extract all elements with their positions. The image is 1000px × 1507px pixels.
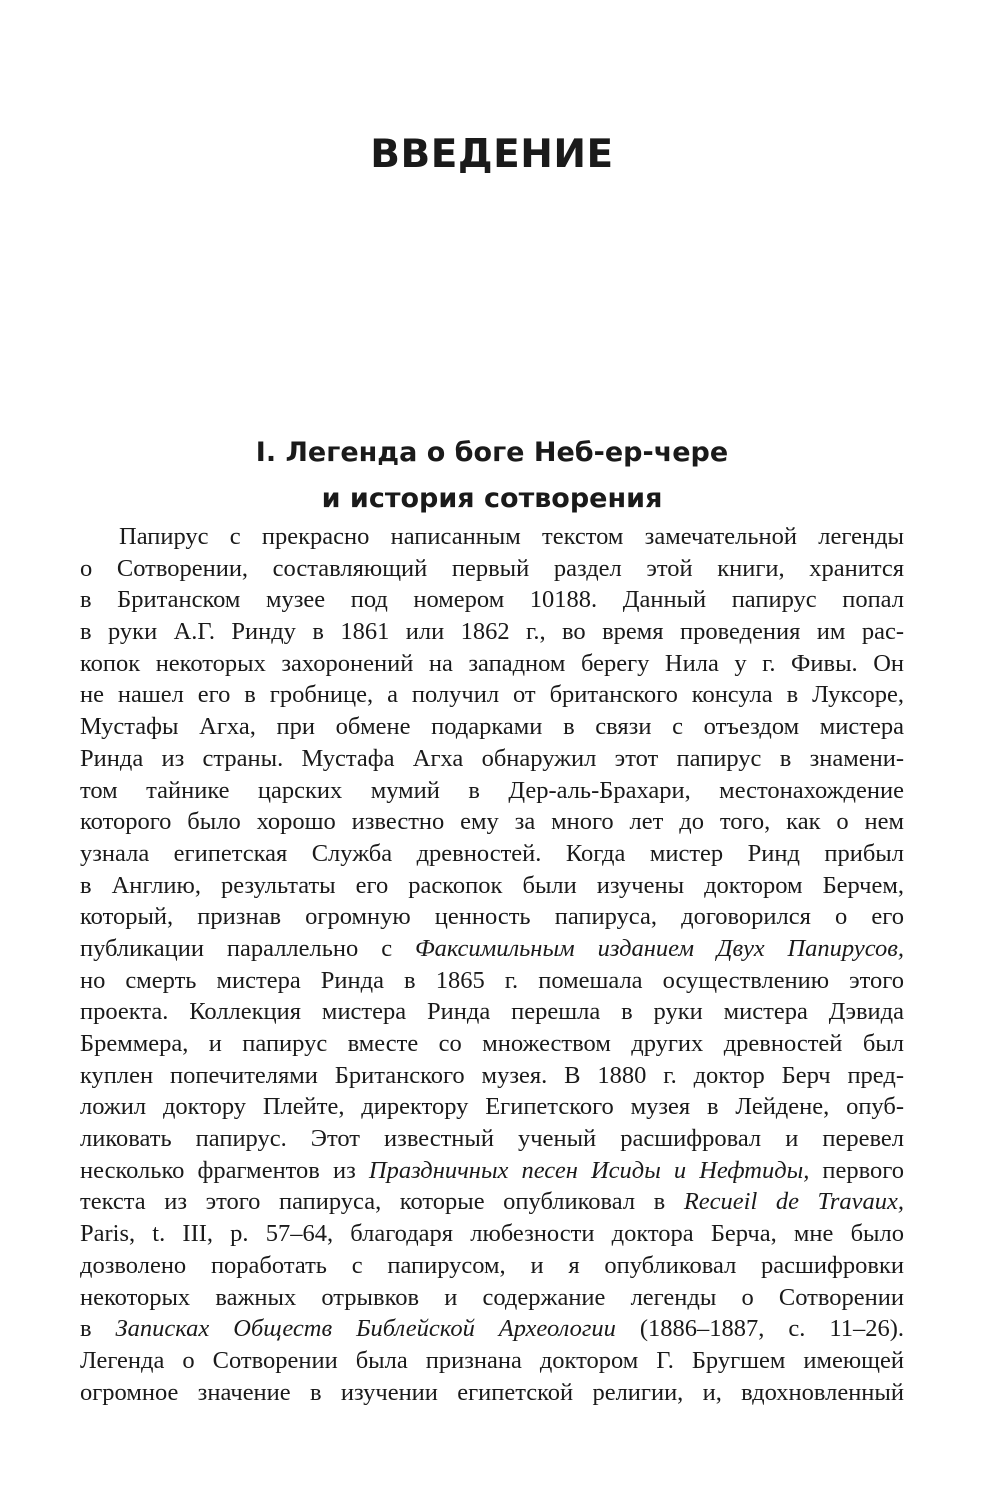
body-line bbox=[80, 933, 904, 965]
section-title-line-2: и история сотворения bbox=[321, 483, 663, 514]
body-line: которого было хорошо известно ему за много лет до того, как о нем bbox=[80, 808, 904, 836]
body-line: копок некоторых захоронений на западном берегу Нила у г. Фивы. Он bbox=[80, 649, 904, 677]
body-line: ликовать папирус. Этот известный ученый расшифровал и перевел bbox=[80, 1125, 904, 1153]
body-line: Папирус с прекрасно написанным текстом замечательной легенды bbox=[119, 523, 904, 550]
body-line-text: текста из этого папируса, которые опубликовал в bbox=[80, 1188, 684, 1216]
body-line: проекта. Коллекция мистера Ринда перешла в руки мистера Дэвида bbox=[80, 998, 904, 1026]
body-line: некоторых важных отрывков и содержание легенды о Сотворении bbox=[80, 1283, 904, 1311]
body-line bbox=[80, 1313, 904, 1345]
body-line: куплен попечителями Британского музея. В 1880 г. доктор Берч пред- bbox=[80, 1061, 904, 1089]
body-line: Мустафы Агха, при обмене подарками в связи с отъездом мистера bbox=[80, 713, 904, 741]
body-line: который, признав огромную ценность папируса, договорился о его bbox=[80, 903, 904, 931]
body-line: узнала египетская Служба древностей. Когда мистер Ринд прибыл bbox=[80, 839, 904, 867]
body-line bbox=[80, 1186, 904, 1218]
body-line-text: (1886–1887, с. 11–26). bbox=[615, 1315, 904, 1343]
body-line-text: публикации параллельно с bbox=[80, 934, 415, 962]
body-line: ложил доктору Плейте, директору Египетского музея в Лейдене, опуб- bbox=[80, 1093, 904, 1121]
body-line: Легенда о Сотворении была признана доктором Г. Бругшем имеющей bbox=[80, 1346, 904, 1374]
section-title-line-1: I. Легенда о боге Неб-ер-чере bbox=[255, 437, 729, 468]
body-line: но смерть мистера Ринда в 1865 г. помешала осуществлению этого bbox=[80, 966, 904, 994]
body-line: о Сотворении, составляющий первый раздел этой книги, хранится bbox=[80, 554, 904, 582]
body-line: дозволено поработать с папирусом, и я опубликовал расшифровки bbox=[80, 1251, 904, 1279]
italic-title: Праздничных песен Исиды и Нефтиды, bbox=[368, 1156, 810, 1184]
italic-title: Recueil de Travaux, bbox=[683, 1188, 904, 1216]
body-line bbox=[80, 1155, 904, 1187]
italic-title: Факсимильным изданием Двух Папирусов, bbox=[414, 934, 904, 962]
chapter-title: ВВЕДЕНИЕ bbox=[370, 132, 614, 177]
body-line-text: первого bbox=[809, 1156, 904, 1184]
body-text bbox=[80, 521, 904, 1408]
body-line: в Англию, результаты его раскопок были изучены доктором Берчем, bbox=[80, 871, 904, 899]
body-line: в Британском музее под номером 10188. Данный папирус попал bbox=[80, 586, 904, 614]
body-line: огромное значение в изучении египетской религии, и, вдохновленный bbox=[80, 1378, 904, 1406]
body-line: Paris, t. III, p. 57–64, благодаря любезности доктора Берча, мне было bbox=[80, 1220, 904, 1248]
body-line: Ринда из страны. Мустафа Агха обнаружил этот папирус в знамени- bbox=[80, 744, 904, 772]
italic-title: Записках Обществ Библейской Археологии bbox=[115, 1315, 616, 1343]
body-line: Бреммера, и папирус вместе со множеством других древностей был bbox=[80, 1030, 904, 1057]
body-line-text: несколько фрагментов из bbox=[80, 1156, 369, 1184]
section-title bbox=[0, 430, 984, 522]
body-line: в руки А.Г. Ринду в 1861 или 1862 г., во время проведения им рас- bbox=[80, 618, 904, 646]
body-line: том тайнике царских мумий в Дер-аль-Брахари, местонахождение bbox=[80, 776, 904, 804]
body-line-text: в bbox=[80, 1315, 116, 1343]
body-line: не нашел его в гробнице, а получил от британского консула в Луксоре, bbox=[80, 681, 904, 709]
